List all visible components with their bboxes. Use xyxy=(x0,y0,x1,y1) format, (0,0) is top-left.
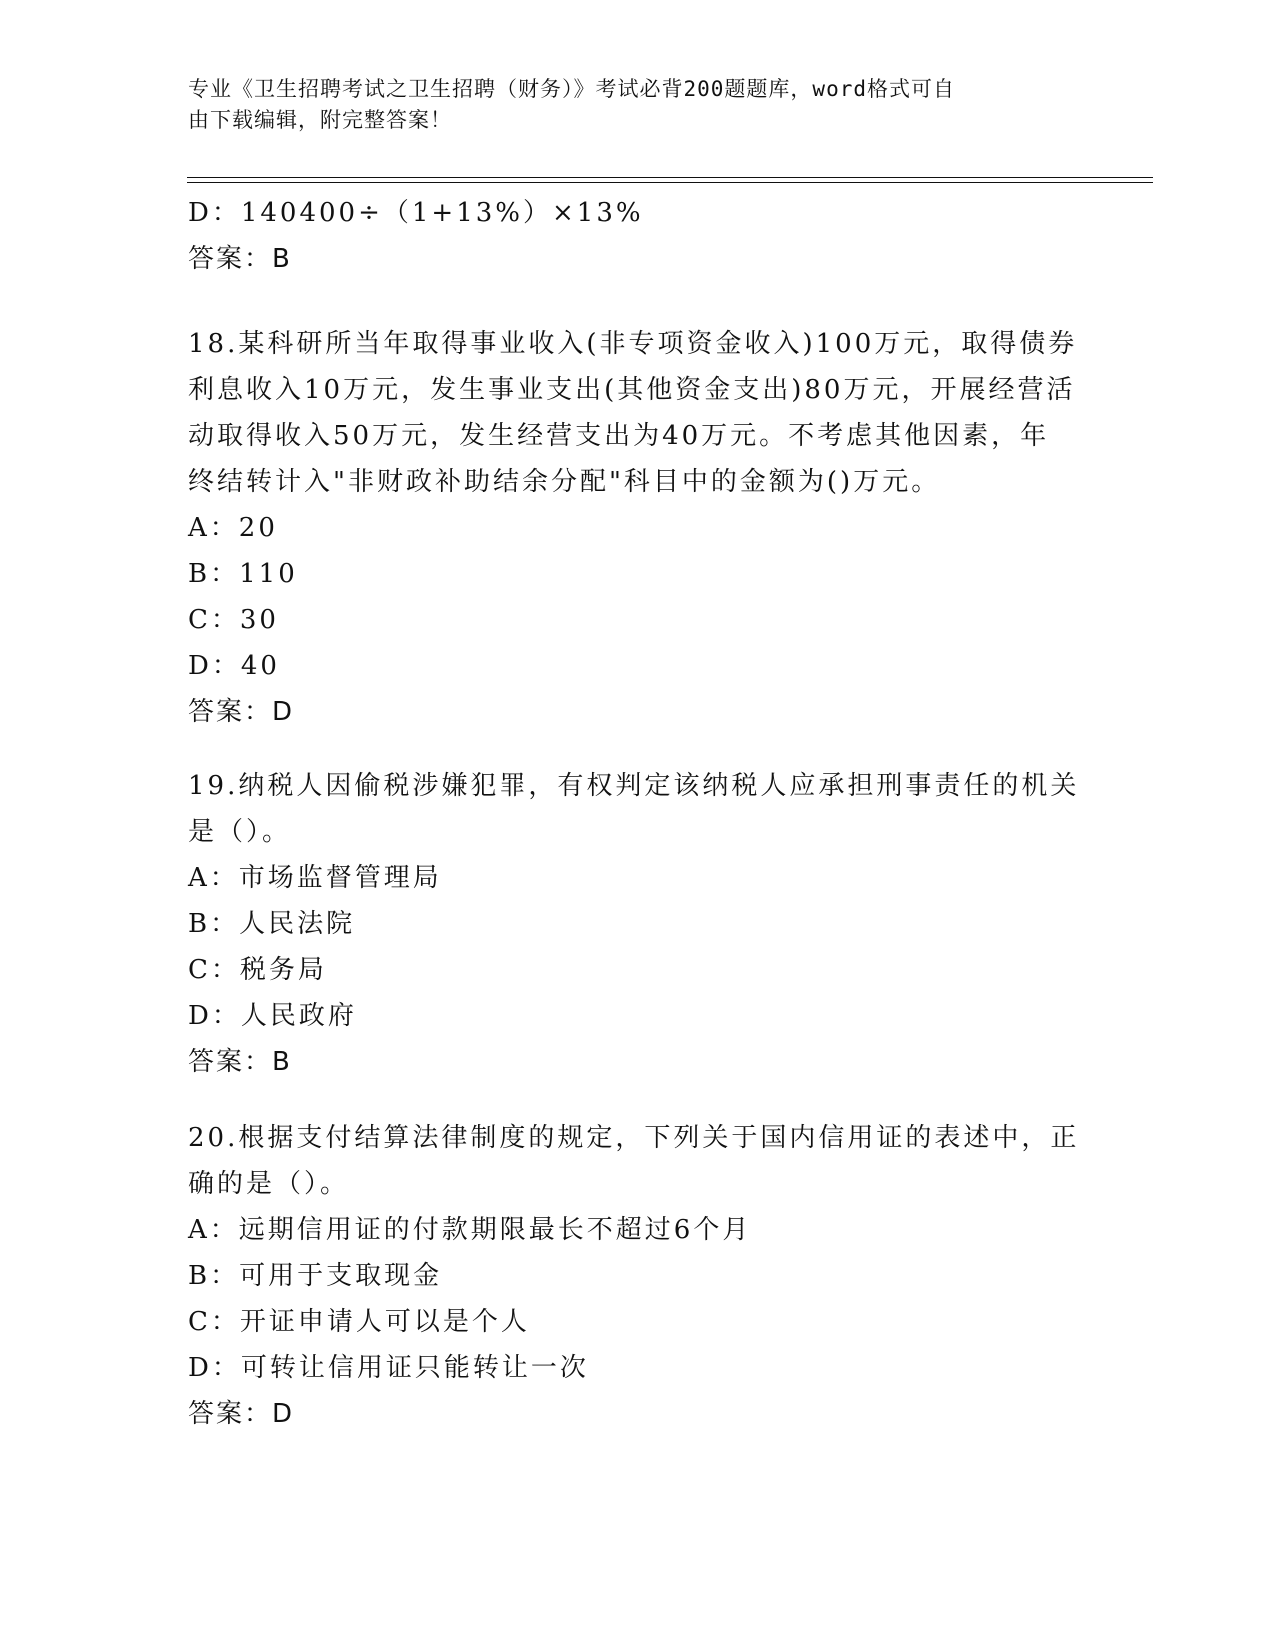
header-rule-bottom xyxy=(187,182,1153,183)
header-rule-top xyxy=(187,177,1153,178)
option-b: B：110 xyxy=(188,559,298,589)
question-19 xyxy=(188,763,1088,1085)
option-a: A：市场监督管理局 xyxy=(188,863,442,893)
option-b: B：人民法院 xyxy=(188,909,356,939)
question-18 xyxy=(188,321,1088,735)
answer-line: 答案：B xyxy=(188,244,292,274)
question-text-line: 20.根据支付结算法律制度的规定，下列关于国内信用证的表述中，正 xyxy=(188,1123,1080,1153)
question-text-line: 确的是（）。 xyxy=(188,1169,350,1199)
question-text-line: 是（）。 xyxy=(188,817,292,847)
document-header xyxy=(188,74,1088,136)
header-line-2: 由下载编辑，附完整答案！ xyxy=(188,108,452,132)
answer-line: 答案：D xyxy=(188,1399,295,1429)
previous-question-tail xyxy=(188,190,1088,282)
option-a: A：20 xyxy=(188,513,278,543)
question-text-line: 18.某科研所当年取得事业收入(非专项资金收入)100万元，取得债券 xyxy=(188,329,1078,359)
option-c: C：开证申请人可以是个人 xyxy=(188,1307,530,1337)
answer-line: 答案：B xyxy=(188,1047,292,1077)
question-text-line: 利息收入10万元，发生事业支出(其他资金支出)80万元，开展经营活 xyxy=(188,375,1076,405)
option-d: D：可转让信用证只能转让一次 xyxy=(188,1353,589,1383)
header-line-1: 专业《卫生招聘考试之卫生招聘（财务）》考试必背200题题库，word格式可自 xyxy=(188,77,955,101)
option-c: C：30 xyxy=(188,605,279,635)
option-c: C：税务局 xyxy=(188,955,327,985)
option-b: B：可用于支取现金 xyxy=(188,1261,443,1291)
option-a: A：远期信用证的付款期限最长不超过6个月 xyxy=(188,1215,752,1245)
question-text-line: 动取得收入50万元，发生经营支出为40万元。不考虑其他因素，年 xyxy=(188,421,1050,451)
option-d: D：人民政府 xyxy=(188,1001,357,1031)
question-text-line: 终结转计入"非财政补助结余分配"科目中的金额为()万元。 xyxy=(188,467,941,497)
question-20 xyxy=(188,1115,1088,1437)
answer-line: 答案：D xyxy=(188,697,295,727)
question-text-line: 19.纳税人因偷税涉嫌犯罪，有权判定该纳税人应承担刑事责任的机关 xyxy=(188,771,1080,801)
option-d: D：140400÷（1+13%）×13% xyxy=(188,198,644,228)
option-d: D：40 xyxy=(188,651,280,681)
